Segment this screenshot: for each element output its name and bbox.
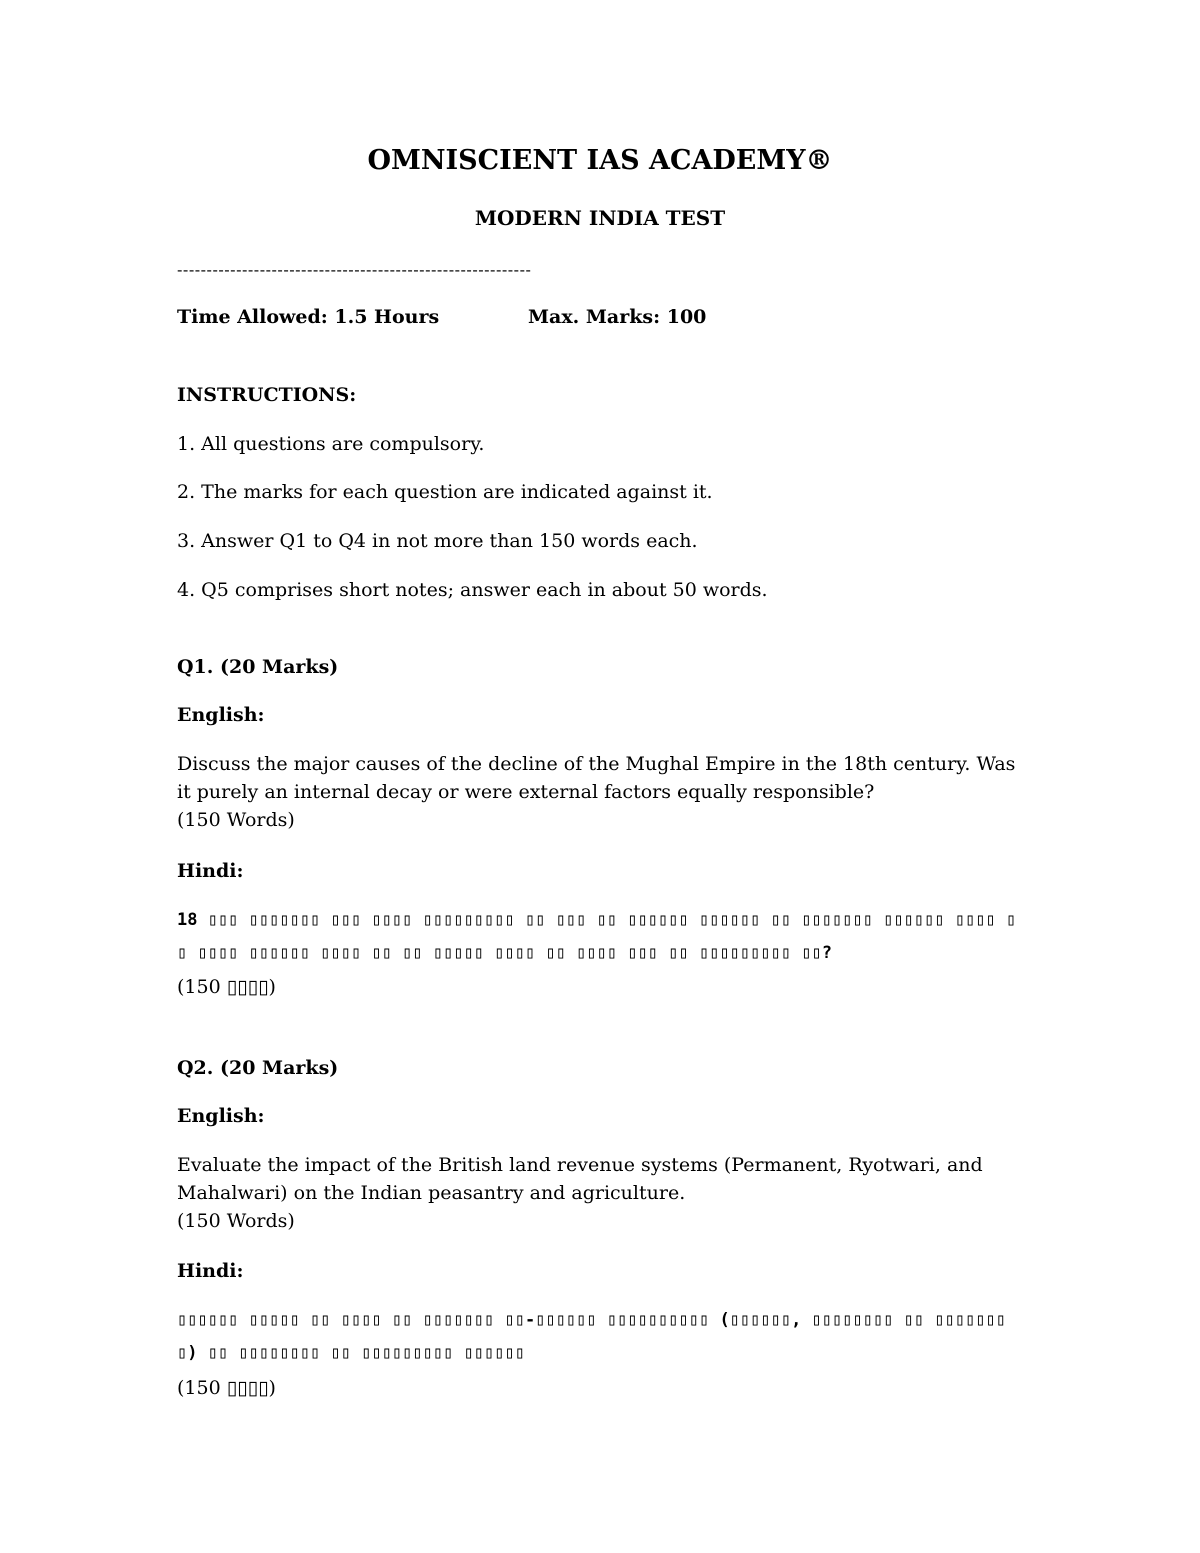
english-label: English: — [177, 1105, 265, 1127]
word-limit: (150 Words) — [177, 809, 295, 831]
test-title: MODERN INDIA TEST — [474, 206, 726, 230]
instruction-item: 2. The marks for each question are indicated against it. — [177, 481, 713, 503]
instruction-item: 4. Q5 comprises short notes; answer each in about 50 words. — [177, 579, 768, 601]
instruction-item: 3. Answer Q1 to Q4 in not more than 150 words each. — [177, 530, 698, 552]
english-label: English: — [177, 704, 265, 726]
hindi-label: Hindi: — [177, 860, 244, 882]
instruction-item: 1. All questions are compulsory. — [177, 433, 485, 455]
time-allowed: Time Allowed: 1.5 Hours — [177, 306, 440, 328]
hindi-question — [177, 1304, 1017, 1370]
question-heading: Q1. (20 Marks) — [177, 656, 339, 678]
english-question — [177, 1151, 1017, 1235]
english-question-text: Discuss the major causes of the decline of the Mughal Empire in the 18th century. Was it purely an internal decay or were external factors equally responsible? — [177, 753, 1016, 803]
academy-title: OMNISCIENT IAS ACADEMY® — [367, 145, 833, 176]
hindi-question — [177, 904, 1017, 970]
divider-rule: ------------------------------------------------------------ — [177, 260, 532, 279]
hindi-word-limit: (150 ▯▯▯▯) — [177, 976, 276, 998]
max-marks: Max. Marks: 100 — [528, 306, 707, 328]
instructions-heading: INSTRUCTIONS: — [177, 384, 357, 406]
hindi-word-limit: (150 ▯▯▯▯) — [177, 1377, 276, 1399]
english-question — [177, 750, 1017, 834]
hindi-label: Hindi: — [177, 1260, 244, 1282]
hindi-question-text: 18 ▯▯▯ ▯▯▯▯▯▯▯ ▯▯▯ ▯▯▯▯ ▯▯▯▯▯▯▯▯▯ ▯▯ ▯▯▯ ▯▯ ▯▯▯▯▯▯ ▯▯▯▯▯▯ ▯▯ ▯▯▯▯▯▯▯ ▯▯▯▯▯▯ ▯▯▯▯ ▯▯ ▯▯▯▯ ▯▯▯▯▯▯ ▯▯▯▯ ▯▯ ▯▯ ▯▯▯▯▯ ▯▯▯▯ ▯▯ ▯▯▯▯ ▯▯▯ ▯▯ ▯▯▯▯▯▯▯▯▯ ▯▯? — [177, 910, 1017, 963]
hindi-question-text: ▯▯▯▯▯▯ ▯▯▯▯▯ ▯▯ ▯▯▯▯ ▯▯ ▯▯▯▯▯▯▯ ▯▯-▯▯▯▯▯▯ ▯▯▯▯▯▯▯▯▯▯ (▯▯▯▯▯▯, ▯▯▯▯▯▯▯▯ ▯▯ ▯▯▯▯▯▯▯▯) ▯▯ ▯▯▯▯▯▯▯▯ ▯▯ ▯▯▯▯▯▯▯▯▯ ▯▯▯▯▯▯ — [177, 1310, 1007, 1363]
question-heading: Q2. (20 Marks) — [177, 1057, 339, 1079]
word-limit: (150 Words) — [177, 1210, 295, 1232]
english-question-text: Evaluate the impact of the British land revenue systems (Permanent, Ryotwari, and Mahalwari) on the Indian peasantry and agriculture. — [177, 1154, 983, 1204]
